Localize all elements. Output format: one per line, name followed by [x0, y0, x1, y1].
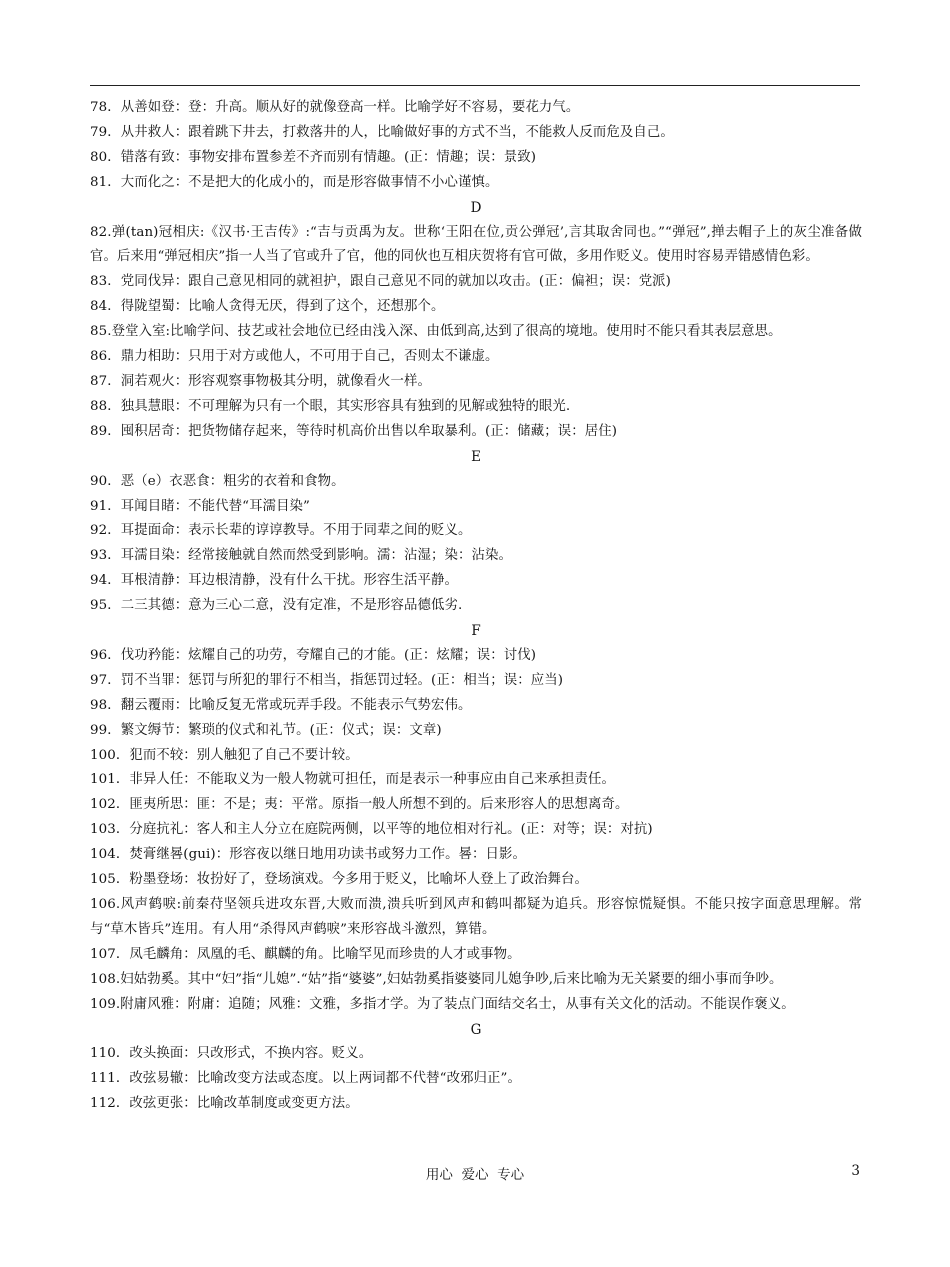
section-heading-f: F — [471, 623, 481, 640]
list-item: 107．凤毛麟角：凤凰的毛、麒麟的角。比喻罕见而珍贵的人才或事物。 — [90, 946, 521, 962]
list-item: 80．错落有致：事物安排布置参差不齐而别有情趣。(正：情趣；误：景致) — [90, 149, 537, 165]
list-item: 96．伐功矜能：炫耀自己的功劳，夸耀自己的才能。(正：炫耀；误：讨伐) — [90, 647, 537, 663]
list-item: 93．耳濡目染：经常接触就自然而然受到影响。濡：沾湿；染：沾染。 — [90, 548, 512, 564]
list-item: 83．党同伐异：跟自己意见相同的就袒护，跟自己意见不同的就加以攻击。(正：偏袒；误：党派) — [90, 274, 671, 290]
list-item: 82.弹(tan)冠相庆:《汉书·王吉传》:“吉与贡禹为友。世称‘王阳在位,贡公弹冠’,言其取舍同也。”“弹冠”,掸去帽子上的灰尘准备做官。后来用“弹冠相庆”指一人当了官或升了官，他的同伙也互相庆贺将有官可做，多用作贬义。使用时容易弄错感情色彩。 — [90, 224, 862, 265]
list-item: 109.附庸风雅：附庸：追随；风雅：文雅，多指才学。为了装点门面结交名士，从事有关文化的活动。不能误作褒义。 — [90, 996, 795, 1012]
list-item: 105．粉墨登场：妆扮好了，登场演戏。今多用于贬义，比喻坏人登上了政治舞台。 — [90, 872, 589, 888]
list-item: 112．改弦更张：比喻改革制度或变更方法。 — [90, 1096, 359, 1112]
list-item: 92．耳提面命：表示长辈的谆谆教导。不用于同辈之间的贬义。 — [90, 523, 472, 539]
list-item: 87．洞若观火：形容观察事物极其分明，就像看火一样。 — [90, 373, 432, 389]
list-item: 85.登堂入室:比喻学问、技艺或社会地位已经由浅入深、由低到高,达到了很高的境地。使用时不能只看其表层意思。 — [90, 324, 782, 340]
list-item: 89．囤积居奇：把货物储存起来，等待时机高价出售以牟取暴利。(正：储藏；误：居住) — [90, 423, 618, 439]
list-item: 101．非异人任：不能取义为一般人物就可担任，而是表示一种事应由自己来承担责任。 — [90, 772, 616, 788]
list-item: 110．改头换面：只改形式，不换内容。贬义。 — [90, 1046, 373, 1062]
list-item: 102．匪夷所思：匪：不是；夷：平常。原指一般人所想不到的。后来形容人的思想离奇。 — [90, 797, 629, 813]
page-footer — [90, 1163, 860, 1187]
list-item: 111．改弦易辙：比喻改变方法或态度。以上两词都不代替“改邪归正”。 — [90, 1071, 521, 1087]
list-item: 86．鼎力相助：只用于对方或他人，不可用于自己，否则太不谦虚。 — [90, 349, 499, 365]
list-item: 91．耳闻目睹：不能代替“耳濡目染” — [90, 498, 310, 514]
list-item: 81．大而化之：不是把大的化成小的，而是形容做事情不小心谨慎。 — [90, 174, 499, 190]
list-item: 100．犯而不较：别人触犯了自己不要计较。 — [90, 747, 359, 763]
list-item: 99．繁文缛节：繁琐的仪式和礼节。(正：仪式；误：文章) — [90, 722, 442, 738]
list-item: 98．翻云覆雨：比喻反复无常或玩弄手段。不能表示气势宏伟。 — [90, 697, 472, 713]
list-item: 94．耳根清静：耳边根清静，没有什么干扰。形容生活平静。 — [90, 573, 458, 589]
list-item: 88．独具慧眼：不可理解为只有一个眼，其实形容具有独到的见解或独特的眼光. — [90, 398, 571, 414]
list-item: 79．从井救人：跟着跳下井去，打救落井的人，比喻做好事的方式不当，不能救人反而危及自己。 — [90, 124, 674, 140]
list-item: 95．二三其德：意为三心二意，没有定准，不是形容品德低劣. — [90, 598, 463, 614]
list-item: 106.风声鹤唳:前秦苻坚领兵进攻东晋,大败而溃,溃兵听到风声和鹤叫都疑为追兵。形容惊慌疑惧。不能只按字面意思理解。常与“草木皆兵”连用。有人用“杀得风声鹤唳”来形容战斗激烈，算错。 — [90, 897, 862, 937]
list-item: 90．恶（e）衣恶食：粗劣的衣着和食物。 — [90, 473, 345, 489]
list-item: 84．得陇望蜀：比喻人贪得无厌，得到了这个，还想那个。 — [90, 299, 445, 315]
section-heading-e: E — [471, 448, 481, 465]
section-heading-d: D — [470, 199, 482, 216]
list-item: 108.妇姑勃奚。其中“妇”指“儿媳”.“姑”指“婆婆”,妇姑勃奚指婆婆同儿媳争吵,后来比喻为无关紧要的细小事而争吵。 — [90, 971, 783, 987]
idiom-list — [90, 96, 862, 1117]
list-item: 97．罚不当罪：惩罚与所犯的罪行不相当，指惩罚过轻。(正：相当；误：应当) — [90, 672, 564, 688]
footer-motto: 用心 爱心 专心 — [425, 1167, 525, 1183]
list-item: 78．从善如登：登：升高。顺从好的就像登高一样。比喻学好不容易，要花力气。 — [90, 100, 580, 115]
section-heading-g: G — [470, 1021, 482, 1038]
header-rule — [90, 85, 860, 86]
list-item: 104．焚膏继晷(gui)：形容夜以继日地用功读书或努力工作。晷：日影。 — [90, 847, 527, 863]
page-number: 3 — [851, 1163, 860, 1179]
list-item: 103．分庭抗礼：客人和主人分立在庭院两侧，以平等的地位相对行礼。(正：对等；误：对抗) — [90, 822, 653, 838]
